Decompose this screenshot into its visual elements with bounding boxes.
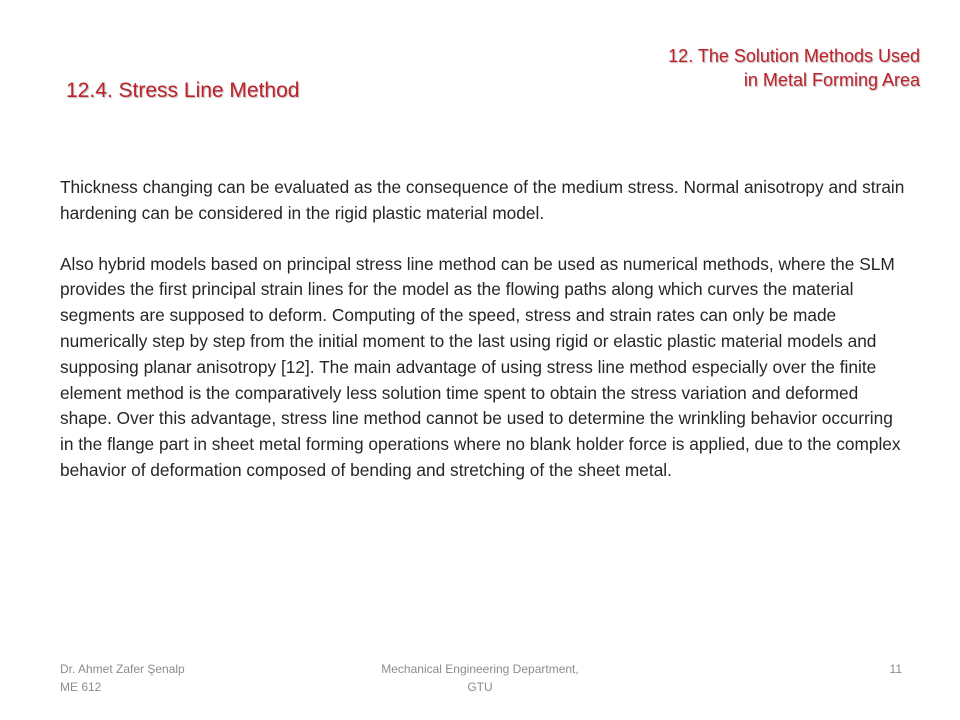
- chapter-title-line-2: in Metal Forming Area: [743, 70, 920, 90]
- footer-author-name: Dr. Ahmet Zafer Şenalp: [60, 662, 185, 676]
- paragraph-hybrid-models: Also hybrid models based on principal stress line method can be used as numerical methods, where the SLM provides the first principal strain lines for the model as the flowing paths along which curves the material segments are supposed to deform. Computing of the speed, stress and strain rates can only be made numerically step by step from the initial moment to the last using rigid or elastic plastic material models and supposing planar anisotropy [12]. The main advantage of using stress line method especially over the finite element method is the comparatively less solution time spent to obtain the stress variation and deformed shape. Over this advantage, stress line method cannot be used to determine the wrinkling behavior occurring in the flange part in sheet metal forming operations where no blank holder force is applied, due to the complex behavior of deformation composed of bending and stretching of the sheet metal.: [60, 253, 901, 480]
- chapter-title: [500, 44, 920, 92]
- footer-department-line-2: GTU: [467, 680, 493, 694]
- slide-body: [60, 175, 910, 484]
- paragraph-thickness: Thickness changing can be evaluated as the consequence of the medium stress. Normal anisotropy and strain hardening can be considered in the rigid plastic material model.: [60, 177, 905, 223]
- chapter-title-line-1: 12. The Solution Methods Used: [668, 46, 920, 66]
- footer-author: [60, 660, 280, 696]
- page-number: 11: [889, 662, 902, 676]
- footer-course: ME 612: [60, 680, 102, 694]
- section-title: 12.4. Stress Line Method: [66, 79, 300, 102]
- footer-department-line-1: Mechanical Engineering Department,: [381, 662, 579, 676]
- footer-department: [330, 660, 630, 696]
